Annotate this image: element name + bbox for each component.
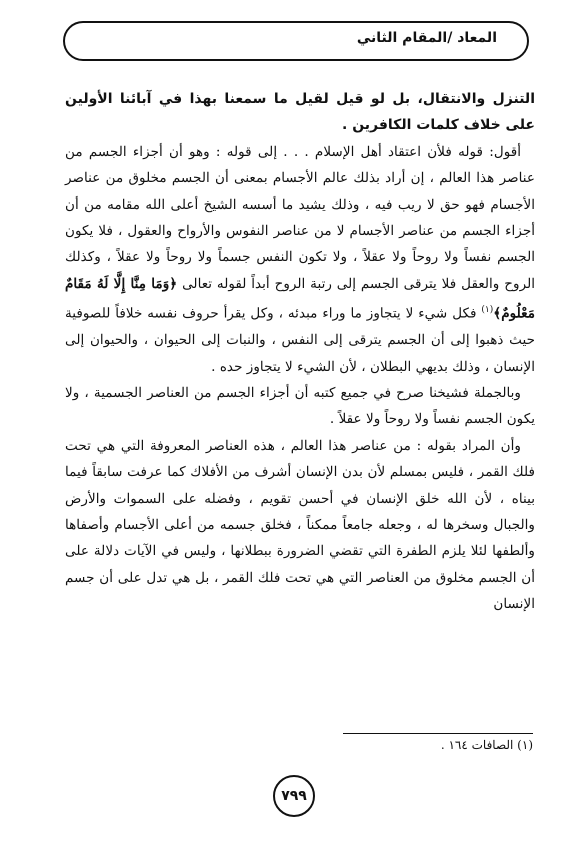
footnote-marker: (١) (481, 305, 494, 316)
footnote: (١) الصافات ١٦٤ . (440, 738, 533, 752)
paragraph-4: وأن المراد بقوله : من عناصر هذا العالم ، هذه العناصر المعروفة التي هي تحت فلك القمر ، فليس بمسلم لأن بدن الإنسان أشرف من الأفلاك كما عرفت سابقاً فيما بيناه ، لأن الله خلق الإنسان في أحسن تقويم ، وفضله على السموات والأرض والجبال وسخرها له ، وجعله جامعاً ممكناً ، فخلق جسمه من أعلى الأجسام وأصفاها وألطفها لئلا يلزم الطفرة التي تقضي الضرورة ببطلانها ، وليس في الآيات دلالة على أن الجسم مخلوق من العناصر التي هي تحت فلك القمر ، بل هي تدل على أن جسم الإنسان (65, 437, 535, 613)
paragraph-3: وبالجملة فشيخنا صرح في جميع كتبه أن أجزاء الجسم من العناصر الجسمية ، ولا يكون الجسم نفساً ولا روحاً ولا عقلاً . (65, 385, 535, 428)
quran-verse: ﴿وَمَا مِنَّا إِلَّا لَهُ مَقَامٌ مَعْلُومٌ﴾ (65, 275, 535, 322)
paragraph-2 (65, 139, 535, 380)
page-number: ٧٩٩ (281, 788, 307, 804)
page-header-frame (63, 21, 529, 61)
running-header-title: المعاد /المقام الثاني (356, 30, 497, 46)
paragraph-2-continuation: فكل شيء لا يتجاوز ما وراء مبدئه ، وكل يقرأ حروف نفسه خلافاً للصوفية حيث ذهبوا إلى أن الجسم يترقى إلى النفس ، والنبات إلى الحيوان ، والحيوان إلى الإنسان ، وذلك بديهي البطلان ، لأن الشيء لا يتجاوز حده . (65, 305, 535, 375)
footnote-separator (343, 733, 533, 734)
paragraph-2-text: أقول: قوله فلأن اعتقاد أهل الإسلام . . . إلى قوله : وهو أن أجزاء الجسم من عناصر هذا العالم ، إن أراد بذلك عالم الأجسام بمعنى أن الجسم مخلوق من عناصر الأجسام فهو حق لا ريب فيه ، وذلك يشيد ما أسسه الشيخ أعلى الله مقامه من أن أجزاء الجسم من عناصر الأجسام لا من عناصر النفوس والأرواح والعقول ، فلا يكون الجسم نفساً ولا روحاً ولا عقلاً ، ولا تكون النفس جسماً ولا روحاً ولا عقلاً ، وكذلك الروح والعقل فلا يترقى الجسم إلى رتبة الروح أبداً لقوله تعالى (65, 143, 535, 292)
page-number-badge (273, 775, 315, 817)
main-text-body (65, 86, 535, 618)
paragraph-1: التنزل والانتقال، بل لو قيل لقيل ما سمعنا بهذا في آبائنا الأولين على خلاف كلمات الكافرين . (65, 91, 535, 134)
